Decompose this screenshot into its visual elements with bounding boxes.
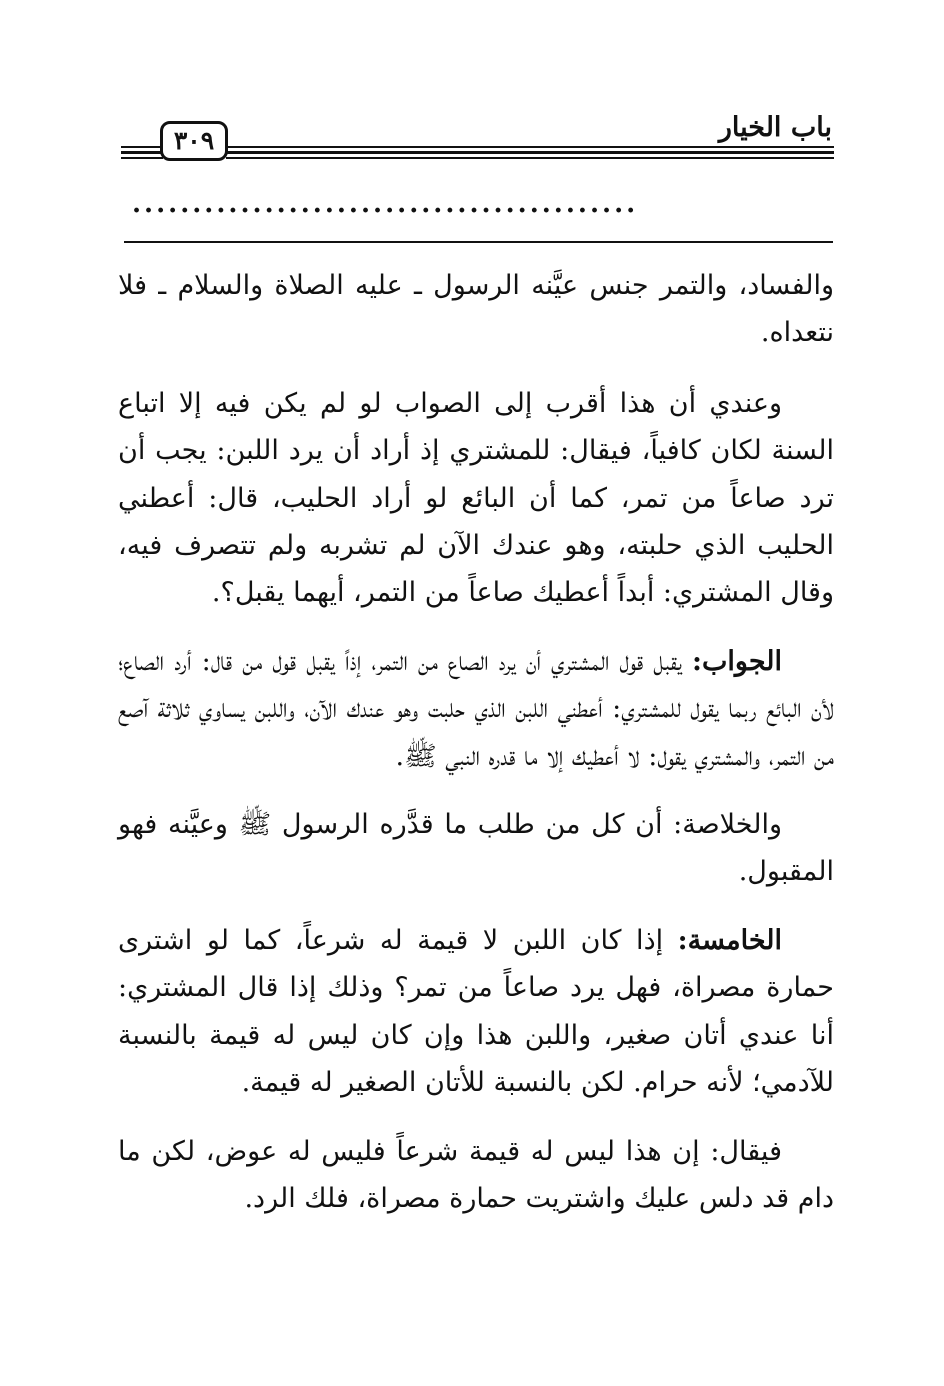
paragraph-text: والفساد، والتمر جنس عيَّنه الرسول ـ عليه الصلاة والسلام ـ فلا نتعداه.: [118, 270, 834, 349]
paragraph-text: فيقال: إن هذا ليس له قيمة شرعاً فليس له عوض، لكن ما دام قد دلس عليك واشتريت حمارة مصراة، فلك الرد.: [118, 1135, 834, 1214]
paragraph: [118, 801, 834, 896]
page-number: ٣٠٩: [173, 126, 215, 155]
paragraph: [118, 917, 834, 1107]
paragraph: [118, 638, 834, 780]
paragraph-text: وعندي أن هذا أقرب إلى الصواب لو لم يكن فيه إلا اتباع السنة لكان كافياً، فيقال: للمشتري إذ أراد أن يرد اللبن: يجب أن ترد صاعاً من تمر، كما أن البائع لو أراد الحليب، قال: أعطني الحليب الذي حلبته، وهو عندك الآن لم تشربه ولم تتصرف فيه، وقال المشتري: أبداً أعطيك صاعاً من التمر، أيهما يقبل؟.: [118, 387, 834, 609]
dotted-divider: ..........................................: [132, 189, 639, 219]
paragraph-text: إذا كان اللبن لا قيمة له شرعاً، كما لو اشترى حمارة مصراة، فهل يرد صاعاً من تمر؟ وذلك إذا قال المشتري: أنا عندي أتان صغير، واللبن هذا وإن كان ليس له قيمة بالنسبة للآدمي؛ لأنه حرام. لكن بالنسبة للأتان الصغير له قيمة.: [118, 924, 834, 1099]
paragraph: [118, 380, 834, 617]
paragraph-lead: الجواب:: [692, 645, 782, 677]
page-number-box: [160, 121, 228, 161]
paragraph: [118, 262, 834, 357]
paragraph: [118, 1128, 834, 1223]
paragraph-lead: الخامسة:: [677, 924, 782, 956]
chapter-title: باب الخيار: [718, 112, 832, 143]
page-content: [118, 262, 834, 1243]
paragraph-text: والخلاصة: أن كل من طلب ما قدَّره الرسول ﷺ وعيَّنه فهو المقبول.: [118, 809, 834, 888]
header-rule-left: [121, 146, 163, 159]
separator-line: [124, 241, 833, 243]
paragraph-text: يقبل قول المشتري أن يرد الصاع من التمر، إذاً يقبل قول من قال: أرد الصاع؛ لأن البائع ربما يقول للمشتري: أعطني اللبن الذي حلبت وهو عندك الآن، واللبن يساوي ثلاثة آصع من التمر، والمشتري يقول: لا أعطيك إلا ما قدره النبي ﷺ.: [118, 645, 834, 772]
header-rule-right: [226, 146, 834, 159]
